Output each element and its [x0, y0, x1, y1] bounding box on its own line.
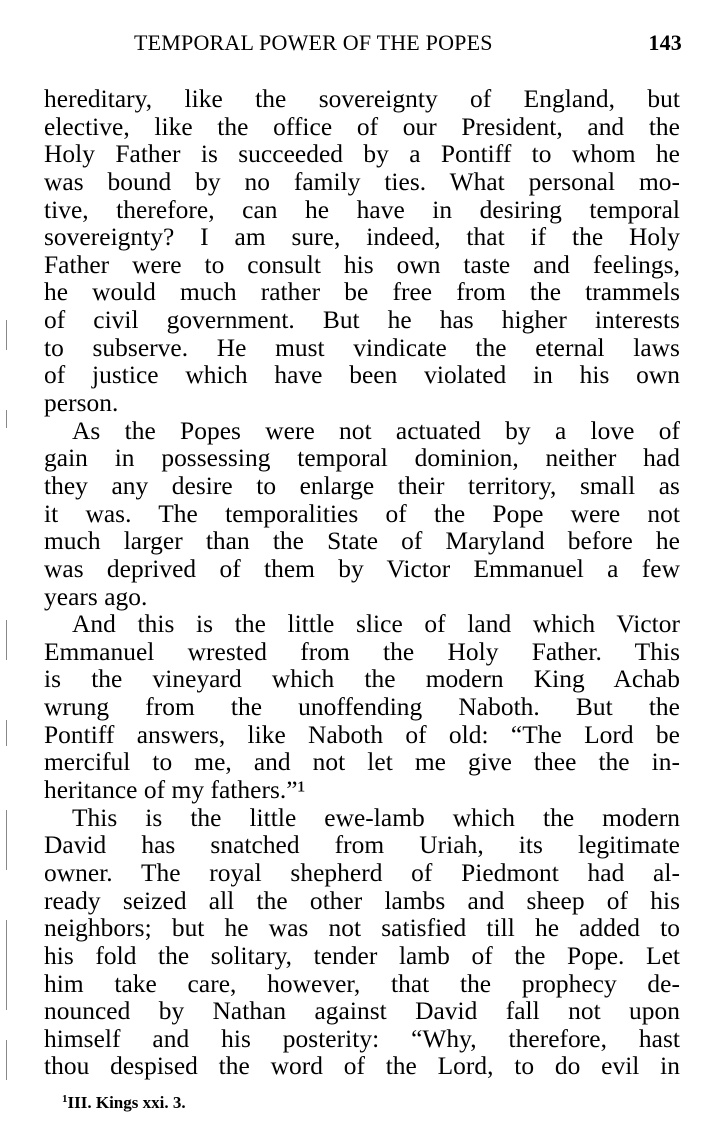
footnote	[62, 1093, 186, 1113]
text-line: elective, like the office of our President, and the	[44, 112, 680, 141]
text-line: And this is the little slice of land which Victor	[72, 610, 680, 639]
text-line: owner. The royal shepherd of Piedmont had al-	[44, 858, 680, 887]
text-line: himself and his posterity: “Why, therefore, hast	[44, 1024, 680, 1053]
text-line: This is the little ewe-lamb which the modern	[72, 803, 680, 832]
text-line: his fold the solitary, tender lamb of the Pope. Let	[44, 941, 680, 970]
text-line: thou despised the word of the Lord, to do evil in	[44, 1052, 680, 1081]
text-line: it was. The temporalities of the Pope were not	[44, 499, 680, 528]
text-line: Father were to consult his own taste and feelings,	[44, 250, 680, 279]
text-line: tive, therefore, can he have in desiring temporal	[44, 195, 680, 224]
text-line: Holy Father is succeeded by a Pontiff to whom he	[44, 140, 680, 169]
text-line: gain in possessing temporal dominion, neither had	[44, 444, 680, 473]
text-line: of civil government. But he has higher interests	[44, 306, 680, 335]
text-line: him take care, however, that the prophecy de-	[44, 969, 680, 998]
text-line: of justice which have been violated in his own	[44, 361, 680, 390]
text-line: heritance of my fathers.”¹	[44, 776, 306, 805]
text-line: was bound by no family ties. What personal mo-	[44, 167, 680, 196]
text-line: Emmanuel wrested from the Holy Father. This	[44, 637, 680, 666]
footnote-text: III. Kings xxi. 3.	[67, 1093, 186, 1112]
body-text	[44, 86, 680, 1081]
text-line: is the vineyard which the modern King Achab	[44, 665, 680, 694]
text-line: neighbors; but he was not satisfied till he added to	[44, 914, 680, 943]
text-line: was deprived of them by Victor Emmanuel a few	[44, 554, 680, 583]
text-line: As the Popes were not actuated by a love of	[72, 416, 680, 445]
running-head	[134, 30, 682, 60]
text-line: nounced by Nathan against David fall not upon	[44, 997, 680, 1026]
text-line: ready seized all the other lambs and sheep of his	[44, 886, 680, 915]
text-line: Pontiff answers, like Naboth of old: “The Lord be	[44, 720, 680, 749]
text-line: hereditary, like the sovereignty of England, but	[44, 85, 680, 113]
text-line: sovereignty? I am sure, indeed, that if the Holy	[44, 223, 680, 252]
page-number: 143	[648, 30, 682, 55]
running-head-title: TEMPORAL POWER OF THE POPES	[134, 30, 493, 55]
text-line: merciful to me, and not let me give thee the in-	[44, 748, 680, 777]
footnote-marker: 1	[62, 1093, 68, 1105]
text-line: years ago.	[44, 582, 148, 611]
text-line: David has snatched from Uriah, its legitimate	[44, 831, 680, 860]
text-line: much larger than the State of Maryland before he	[44, 527, 680, 556]
text-line: person.	[44, 389, 119, 418]
text-line: he would much rather be free from the trammels	[44, 278, 680, 307]
text-line: they any desire to enlarge their territory, small as	[44, 471, 680, 500]
gutter-shadow	[0, 300, 14, 1120]
text-line: to subserve. He must vindicate the eternal laws	[44, 333, 680, 362]
text-line: wrung from the unoffending Naboth. But the	[44, 693, 680, 722]
